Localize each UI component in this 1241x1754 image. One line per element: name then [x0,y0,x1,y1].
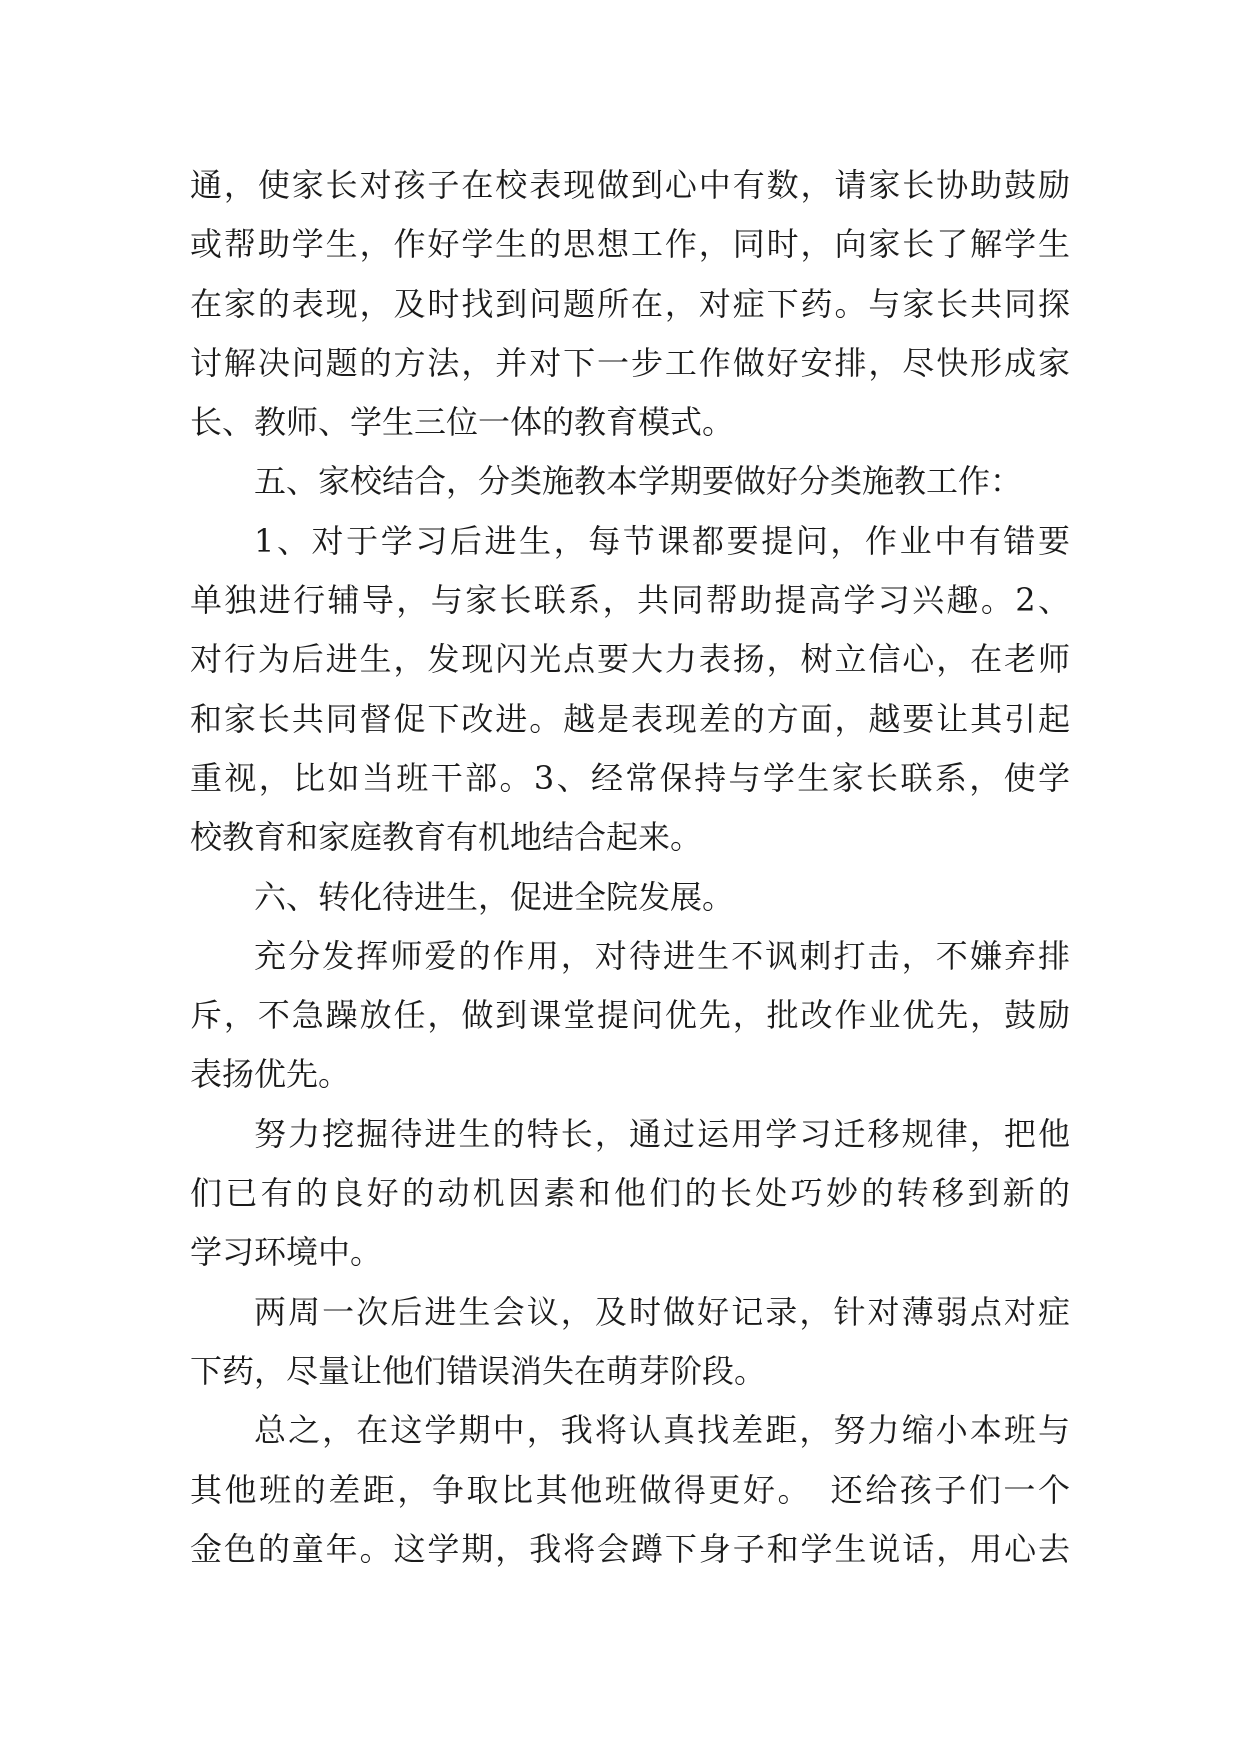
paragraph-line: 们已有的良好的动机因素和他们的长处巧妙的转移到新的 [190,1174,1070,1213]
paragraph-line: 努力挖掘待进生的特长，通过运用学习迁移规律，把他 [254,1114,1070,1153]
paragraph-line: 1、对于学习后进生，每节课都要提问，作业中有错要 [254,521,1070,560]
paragraph-line: 和家长共同督促下改进。越是表现差的方面，越要让其引起 [190,699,1070,738]
document-body [190,156,1070,1579]
section-heading: 五、家校结合，分类施教本学期要做好分类施教工作： [254,462,1023,501]
paragraph-line: 充分发挥师爱的作用，对待进生不讽刺打击，不嫌弃排 [254,936,1070,975]
paragraph-line: 单独进行辅导，与家长联系，共同帮助提高学习兴趣。2、 [190,581,1070,620]
paragraph-line: 学习环境中。 [190,1233,383,1272]
paragraph-line: 其他班的差距，争取比其他班做得更好。 还给孩子们一个 [190,1470,1070,1509]
paragraph-line: 金色的童年。这学期，我将会蹲下身子和学生说话，用心去 [190,1529,1070,1568]
paragraph-line: 下药，尽量让他们错误消失在萌芽阶段。 [190,1351,767,1390]
paragraph-line: 两周一次后进生会议，及时做好记录，针对薄弱点对症 [254,1292,1070,1331]
paragraph-line: 通，使家长对孩子在校表现做到心中有数，请家长协助鼓励 [190,166,1070,204]
paragraph-line: 讨解决问题的方法，并对下一步工作做好安排，尽快形成家 [190,343,1070,382]
section-heading: 六、转化待进生，促进全院发展。 [254,877,735,916]
paragraph-line: 在家的表现，及时找到问题所在，对症下药。与家长共同探 [190,284,1070,323]
paragraph-line: 总之，在这学期中，我将认真找差距，努力缩小本班与 [254,1411,1070,1450]
paragraph-line: 表扬优先。 [190,1055,351,1094]
paragraph-line: 校教育和家庭教育有机地结合起来。 [190,818,703,857]
paragraph-line: 对行为后进生，发现闪光点要大力表扬，树立信心，在老师 [190,640,1070,679]
paragraph-line: 长、教师、学生三位一体的教育模式。 [190,403,735,442]
paragraph-line: 重视，比如当班干部。3、经常保持与学生家长联系，使学 [190,758,1070,797]
paragraph-line: 或帮助学生，作好学生的思想工作，同时，向家长了解学生 [190,225,1070,264]
paragraph-line: 斥，不急躁放任，做到课堂提问优先，批改作业优先，鼓励 [190,996,1070,1035]
